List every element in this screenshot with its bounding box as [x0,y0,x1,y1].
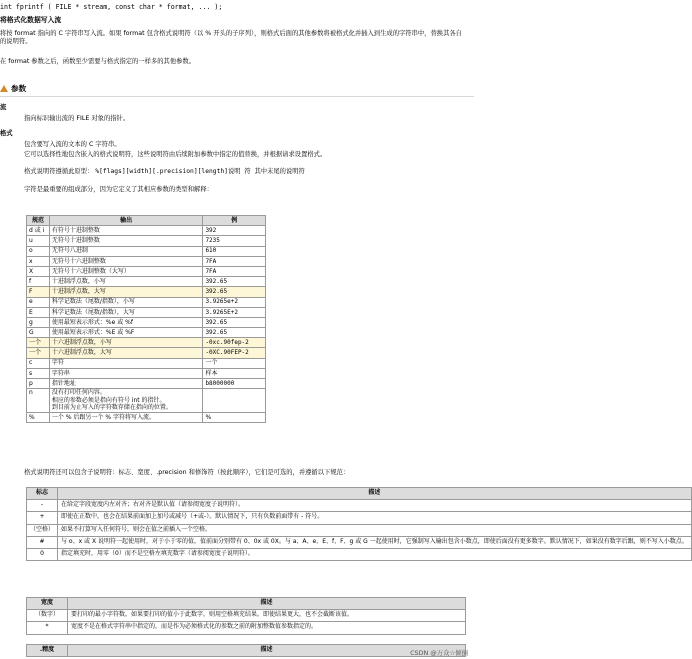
table-row [27,328,266,338]
watermark: CSDN @万众☆倾倒 [410,649,468,657]
table-cell: s [27,368,50,378]
table-cell: 3.9265E+2 [203,307,266,317]
flags-table [26,487,692,561]
table-row [27,379,266,389]
table-row [27,500,692,512]
table-cell: 即使在正数中，也会在结果前面加上加号或减号（+或-）。默认情况下，只有负数前面带有 - 符号。 [58,512,692,524]
param-format-p2: 它可以选择性地包含嵌入的格式说明符，这些说明符由后续附加参数中指定的值替换，并根据请求设置格式。 [24,151,327,158]
table-cell: 3.9265e+2 [203,297,266,307]
table-cell: 有符号十进制整数 [49,226,203,236]
table-row [27,610,466,622]
param-stream-term: 流 [0,104,7,111]
table-cell: u [27,236,50,246]
table-cell: 十六进制浮点数，大写 [49,348,203,358]
table-cell: o [27,246,50,256]
table-cell: 392.65 [203,328,266,338]
table-cell: 一个 [27,338,50,348]
table-cell: n [27,389,50,413]
table-cell: 科学记数法（尾数/指数），小写 [49,297,203,307]
table-cell: 使用最短表示形式：%e 或 %f [49,317,203,327]
table-cell: （数字） [27,610,68,622]
specifier-table [26,215,266,423]
table-cell: 392.65 [203,287,266,297]
table-cell: 392.65 [203,277,266,287]
table-header: .精度 [27,645,68,657]
table-cell: 392 [203,226,266,236]
table-cell: 指针地址 [49,379,203,389]
table-header: 描述 [58,488,692,500]
table-cell: 392.65 [203,317,266,327]
table-header: 规范 [27,216,50,226]
table-header-row [27,488,692,500]
table-row [27,622,466,634]
section-divider [0,96,474,97]
table-header: 标志 [27,488,58,500]
table-row-n [27,389,266,413]
table-cell: 一个 [203,358,266,368]
table-cell: p [27,379,50,389]
table-cell: 0 [27,548,58,560]
table-cell: 宽度不是在格式字符串中指定的，而是作为必须格式化的参数之前的附加整数值参数指定的。 [68,622,466,634]
param-stream-desc: 指向标识输出流的 FILE 对象的指针。 [24,115,130,122]
table-row [27,358,266,368]
table-row [27,317,266,327]
flags-intro: 格式说明符还可以包含子说明符：标志、宽度、.precision 和修饰符（按此顺序），它们是可选的，并遵循以下规范： [24,469,350,476]
table-header-row [27,598,466,610]
precision-table [26,644,466,657]
table-header: 宽度 [27,598,68,610]
table-cell: 无符号八进制 [49,246,203,256]
table-cell: 指定填充时，用零（0）而不是空格左填充数字（请参阅宽度子说明符）。 [58,548,692,560]
table-cell: 十进制浮点数，大写 [49,287,203,297]
table-cell: f [27,277,50,287]
table-cell: G [27,328,50,338]
prototype-line [24,168,469,176]
table-row [27,368,266,378]
after-format-text: 在 format 参数之后，函数至少需要与格式指定的一样多的其他参数。 [0,58,196,65]
table-cell: d 或 i [27,226,50,236]
table-cell: + [27,512,58,524]
table-cell: 无符号十六进制整数（大写） [49,266,203,276]
table-row [27,348,266,358]
table-header: 描述 [68,598,466,610]
table-cell: * [27,622,68,634]
table-row [27,256,266,266]
table-row-percent [27,412,266,422]
table-cell: e [27,297,50,307]
n-line: 没有打印任何内容。 [51,389,106,397]
table-row [27,236,266,246]
table-row [27,226,266,236]
function-signature: int fprintf ( FILE * stream, const char * format, ... ); [0,3,223,11]
params-heading [0,84,26,93]
table-cell: 7FA [203,256,266,266]
table-cell: 字符 [49,358,203,368]
table-cell: % [27,412,50,422]
table-row [27,277,266,287]
table-cell: F [27,287,50,297]
table-header-row [27,216,266,226]
table-cell: 一个 [27,348,50,358]
table-header-row [27,645,466,657]
table-cell: 使用最短表示形式：%E 或 %F [49,328,203,338]
table-cell: 7FA [203,266,266,276]
table-row [27,512,692,524]
table-cell: X [27,266,50,276]
params-heading-label: 参数 [11,84,27,93]
width-table [26,597,466,635]
table-cell: g [27,317,50,327]
table-row [27,524,692,536]
table-cell: 字符串 [49,368,203,378]
table-cell: b8000000 [203,379,266,389]
table-cell: 要打印的最小字符数。如果要打印的值小于此数字，则用空格填充结果。即使结果更大，也不会截断该值。 [68,610,466,622]
table-cell: x [27,256,50,266]
table-row [27,246,266,256]
table-cell: 与 o、x 或 X 说明符一起使用时，对于小于零的值，值前面分别带有 0、0x 或 0X。与 a、A、e、E、f、F、g 或 G 一起使用时，它强制写入输出包含小数点，即使后面没有更多数字。默认情况下，如果没有数字后跟，则不写入小数点。 [58,536,692,548]
table-cell: 科学记数法（尾数/指数），大写 [49,307,203,317]
table-cell: 十六进制浮点数，小写 [49,338,203,348]
table-cell: 十进制浮点数，小写 [49,277,203,287]
page-title: 将格式化数据写入流 [0,16,62,24]
table-row [27,266,266,276]
table-cell: - [27,500,58,512]
table-row [27,548,692,560]
table-row [27,536,692,548]
table-cell: -0XC.90FEP-2 [203,348,266,358]
table-header: 输出 [49,216,203,226]
section-collapse-icon[interactable] [0,85,8,92]
table-header: 例 [203,216,266,226]
table-cell: 如果不打算写入任何符号，则会在值之前插入一个空格。 [58,524,692,536]
table-cell: （空格） [27,524,58,536]
table-cell: 7235 [203,236,266,246]
prototype-tail: 字符是最重要的组成部分，因为它定义了其相应参数的类型和解释： [24,186,213,193]
description: 将按 format 指向的 C 字符串写入流。如果 format 包含格式说明符（以 % 开头的子序列），则格式后面的其他参数将被格式化并插入到生成的字符串中，替换其各自的说明符。 [0,30,462,45]
table-cell: 一个 % 后跟另一个 % 字符将写入流。 [49,412,203,422]
table-row [27,307,266,317]
table-cell: 无符号十进制整数 [49,236,203,246]
table-cell [49,389,203,413]
prototype-label: 格式说明符遵循此原型： [24,168,94,175]
n-line: 相应的参数必须是指向有符号 int 的指针。 [51,396,166,404]
table-cell: c [27,358,50,368]
table-cell: 610 [203,246,266,256]
table-row [27,287,266,297]
table-cell: # [27,536,58,548]
prototype-value: %[flags][width][.precision][length]说明 符 其中末尾的说明符 [95,168,305,175]
table-cell: 无符号十六进制整数 [49,256,203,266]
param-format-term: 格式 [0,130,13,137]
table-cell [203,389,266,413]
n-line: 到目前为止写入的字符数存储在指向的位置。 [51,404,172,412]
table-cell: 在给定字段宽度内左对齐；右对齐是默认值（请参阅宽度子说明符）。 [58,500,692,512]
table-cell: % [203,412,266,422]
param-format-p1: 包含要写入流的文本的 C 字符串。 [24,141,121,148]
table-header: 描述 [68,645,466,657]
table-cell: -0xc.90fep-2 [203,338,266,348]
table-cell: E [27,307,50,317]
table-cell: 样本 [203,368,266,378]
table-row [27,297,266,307]
table-row [27,338,266,348]
